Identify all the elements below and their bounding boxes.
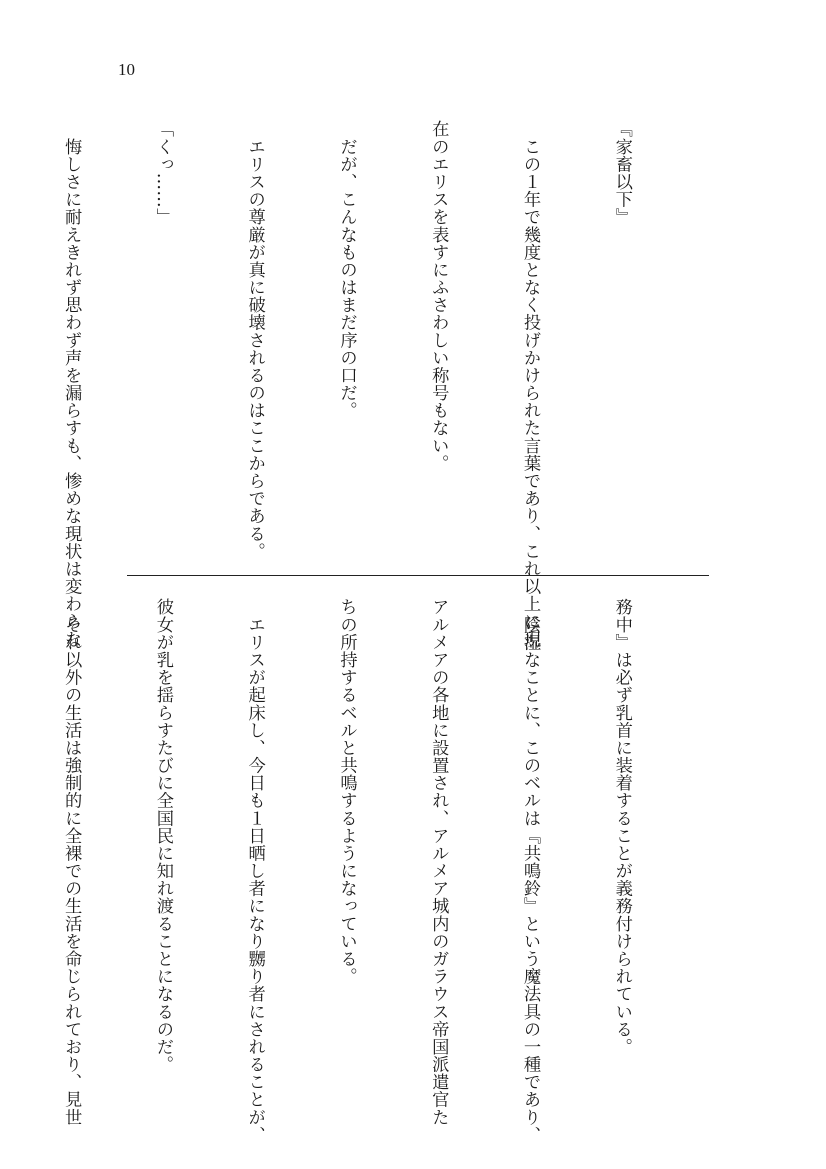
text-line: 悔しさに耐えきれず思わず声を漏らすも、惨めな現状は変わらな (61, 120, 82, 648)
text-line: アルメアの各地に設置され、アルメア城内のガラウス帝国派遣官た (428, 598, 449, 1126)
column-divider-rule (127, 575, 709, 576)
text-line: エリスが起床し、今日も１日晒し者になり嬲り者にされることが、 (244, 598, 265, 1144)
text-line: この１年で幾度となく投げかけられた言葉であり、これ以上に現 (520, 120, 541, 648)
text-line: 「くっ……」 (152, 120, 173, 226)
text-line: 在のエリスを表すにふさわしい称号もない。 (428, 120, 449, 472)
upper-text-column (61, 120, 698, 648)
text-line: だが、こんなものはまだ序の口だ。 (336, 120, 357, 420)
text-line: 彼女が乳を揺らすたびに全国民に知れ渡ることになるのだ。 (152, 598, 173, 1073)
text-line: 『家畜以下』 (611, 120, 632, 226)
page-number: 10 (118, 60, 135, 79)
text-line: それ以外の生活は強制的に全裸での生活を命じられており、見世 (61, 598, 82, 1126)
text-line: ちの所持するベルと共鳴するようになっている。 (336, 598, 357, 985)
text-line: 務中』は必ず乳首に装着することが義務付けられている。 (611, 598, 632, 1056)
text-line: 陰湿なことに、このベルは『共鳴鈴』という魔法具の一種であり、 (520, 598, 541, 1144)
text-line: エリスの尊厳が真に破壊されるのはここからである。 (244, 120, 265, 560)
lower-text-column (61, 598, 698, 1144)
